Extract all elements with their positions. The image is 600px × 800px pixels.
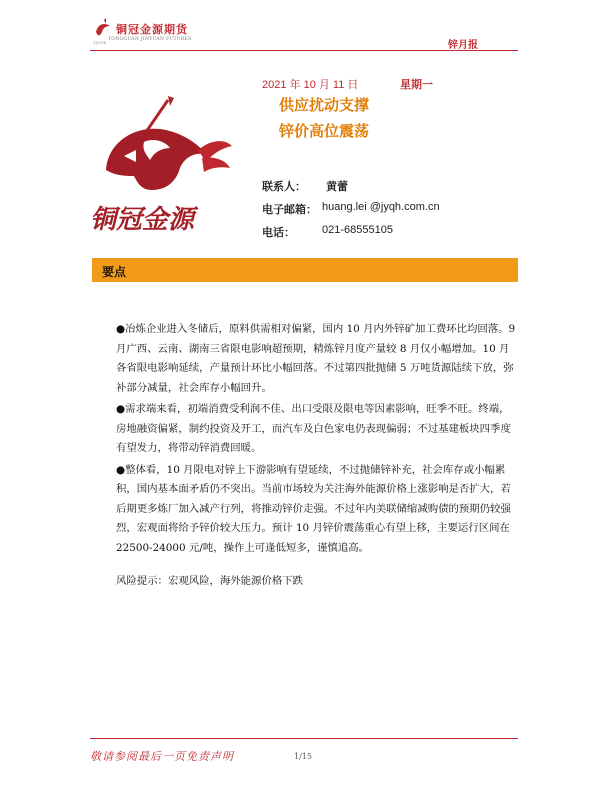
- brand-name: 铜冠金源期货: [116, 23, 188, 36]
- section-header-bar: [92, 258, 518, 282]
- header-divider: [90, 50, 518, 51]
- key-points-body: [116, 320, 518, 560]
- report-type: 锌月报: [448, 40, 478, 51]
- contact-email-label: 电子邮箱：: [262, 203, 317, 216]
- report-weekday: 星期一: [400, 78, 433, 91]
- page-number: 1/15: [294, 752, 312, 761]
- logo-calligraphy-text: 铜冠金源: [90, 205, 195, 235]
- logo-small-text: TJNYK: [93, 40, 107, 45]
- key-point-summary: ●整体看，10 月限电对锌上下游影响有望延续，不过抛储锌补充，社会库存或小幅累积，国内基本面矛盾仍不突出。当前市场较为关注海外能源价格上涨影响是否扩大，若后期更多炼厂加入减产行列，将推动锌价走强。不过年内美联储缩减购债的预期仍较强烈，宏观面将给予锌价较大压力。预计 10 月锌价震荡重心有望上移，主要运行区间在 22500-24000 元/吨，操作上可逢低短多，谨慎追高。: [116, 463, 511, 554]
- report-title-line2: 锌价高位震荡: [279, 122, 370, 140]
- risk-warning: 风险提示：宏观风险，海外能源价格下跌: [116, 575, 304, 587]
- contact-phone: 021-68555105: [322, 224, 393, 236]
- section-title: 要点: [102, 265, 127, 279]
- key-point-demand: ●需求端来看，初端消费受利润不佳、出口受限及限电等因素影响，旺季不旺。终端，房地融资偏紧，制约投资及开工，而汽车及白色家电仍表现偏弱；不过基建板块四季度有望发力，将带动锌消费回暖。: [116, 403, 511, 454]
- contact-phone-label: 电话：: [262, 226, 295, 239]
- report-title-line1: 供应扰动支撑: [279, 96, 370, 114]
- disclaimer-note: 敬请参阅最后一页免责声明: [90, 750, 234, 763]
- report-date: 2021 年 10 月 11 日: [262, 79, 359, 91]
- contact-name-label: 联系人：: [262, 180, 306, 193]
- brand-subtitle: TONGGUAN JINYUAN FUTURES: [108, 37, 192, 42]
- contact-email[interactable]: huang.lei @jyqh.com.cn: [322, 201, 440, 213]
- brand-emblem-icon: [86, 92, 236, 242]
- footer-divider: [90, 738, 518, 739]
- key-point-supply: ●冶炼企业进入冬储后，原料供需相对偏紧，国内 10 月内外锌矿加工费环比均回落。9 月广西、云南、湖南三省限电影响超预期，精炼锌月度产量较 8 月仅小幅增加。10 月各省限电影响延续，产量预计环比小幅回落。不过第四批抛储 5 万吨货源陆续下放，弥补部分减量，社会库存小幅回升。: [116, 323, 516, 394]
- contact-name: 黄蕾: [326, 180, 348, 193]
